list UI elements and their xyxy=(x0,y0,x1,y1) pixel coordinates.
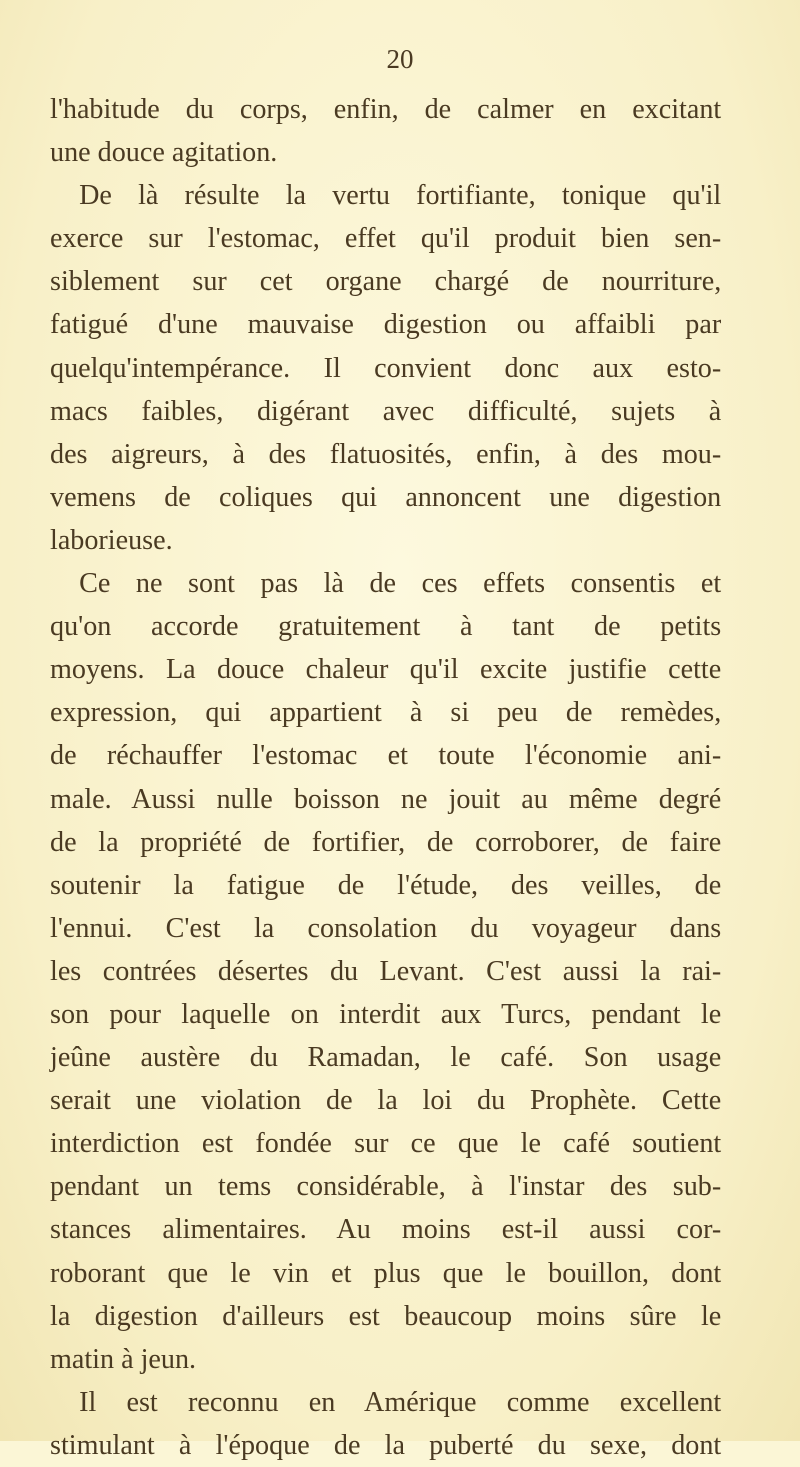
text-line: son pour laquelle on interdit aux Turcs, pendant le xyxy=(50,997,722,1030)
text-line: l'ennui. C'est la consolation du voyageur dans xyxy=(50,911,722,944)
text-line: des aigreurs, à des flatuosités, enfin, à des mou- xyxy=(50,437,722,470)
text-line: siblement sur cet organe chargé de nourriture, xyxy=(50,265,722,298)
text-line: soutenir la fatigue de l'étude, des veilles, de xyxy=(50,868,722,901)
text-line: macs faibles, digérant avec difficulté, sujets à xyxy=(50,394,722,427)
text-line: les contrées désertes du Levant. C'est aussi la rai- xyxy=(50,954,722,987)
text-line: stimulant à l'époque de la puberté du sexe, dont xyxy=(50,1428,722,1461)
page-number: 20 xyxy=(386,44,414,74)
text-line: De là résulte la vertu fortifiante, tonique qu'il xyxy=(79,179,722,212)
text-line: serait une violation de la loi du Prophète. Cette xyxy=(50,1084,722,1117)
text-line: moyens. La douce chaleur qu'il excite justifie cette xyxy=(50,653,722,686)
text-line: male. Aussi nulle boisson ne jouit au même degré xyxy=(50,782,722,815)
text-line: Il est reconnu en Amérique comme excellent xyxy=(79,1385,722,1418)
text-line: de la propriété de fortifier, de corroborer, de faire xyxy=(50,825,722,858)
text-line: interdiction est fondée sur ce que le café soutient xyxy=(50,1127,722,1160)
text-line: la digestion d'ailleurs est beaucoup moins sûre le xyxy=(50,1299,722,1332)
text-line: laborieuse. xyxy=(50,523,173,556)
text-line: qu'on accorde gratuitement à tant de petits xyxy=(50,610,722,643)
text-line: jeûne austère du Ramadan, le café. Son usage xyxy=(50,1041,722,1074)
body-text xyxy=(50,88,742,1467)
text-line: matin à jeun. xyxy=(50,1342,197,1375)
text-line: exerce sur l'estomac, effet qu'il produit bien sen- xyxy=(50,222,722,255)
text-line: fatigué d'une mauvaise digestion ou affaibli par xyxy=(50,308,722,341)
text-line: stances alimentaires. Au moins est-il aussi cor- xyxy=(50,1213,722,1246)
text-line: pendant un tems considérable, à l'instar des sub- xyxy=(50,1170,722,1203)
text-line: Ce ne sont pas là de ces effets consentis et xyxy=(79,567,722,600)
text-line: vemens de coliques qui annoncent une digestion xyxy=(50,480,722,513)
text-line: une douce agitation. xyxy=(50,136,278,169)
text-line: roborant que le vin et plus que le bouillon, dont xyxy=(50,1256,722,1289)
text-line: de réchauffer l'estomac et toute l'économie ani- xyxy=(50,739,722,772)
text-line: l'habitude du corps, enfin, de calmer en excitant xyxy=(50,93,722,125)
text-line: quelqu'intempérance. Il convient donc aux esto- xyxy=(50,351,722,384)
text-line: expression, qui appartient à si peu de remèdes, xyxy=(50,696,722,729)
